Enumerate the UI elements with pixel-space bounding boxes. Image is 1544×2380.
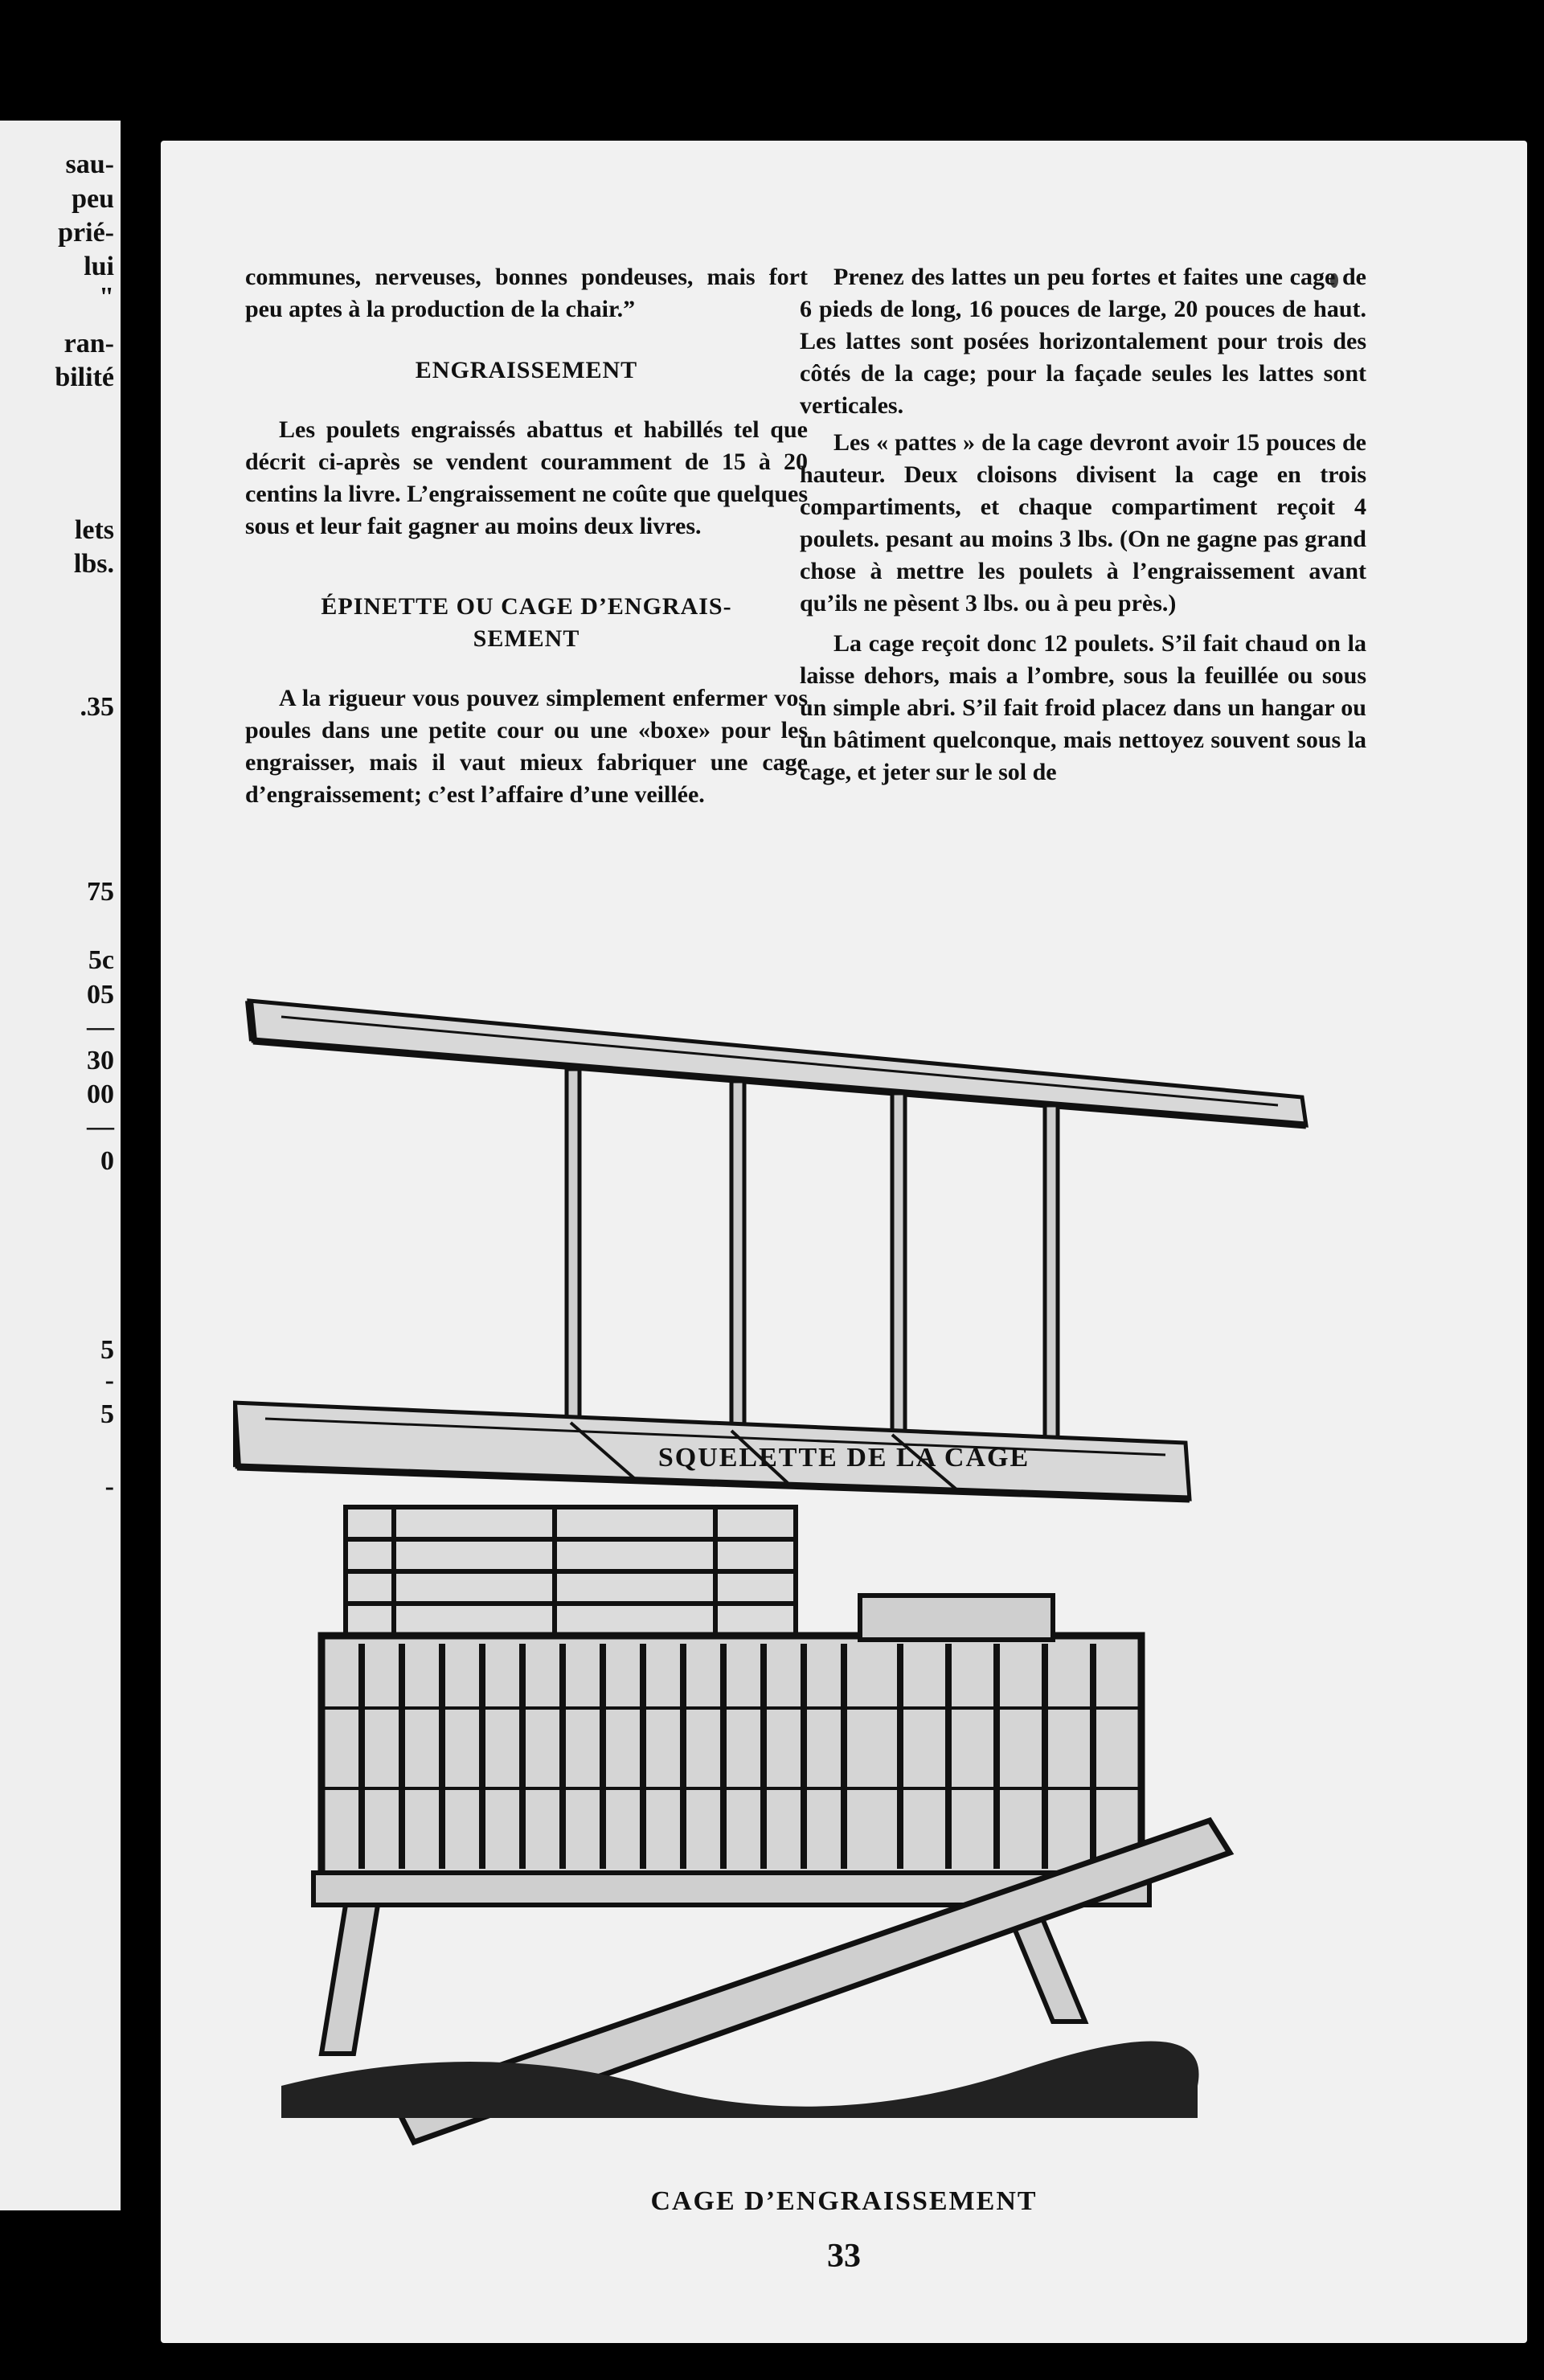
left-page-text-fragment: - (104, 1366, 114, 1395)
figure-caption: SQUELETTE DE LA CAGE (657, 1443, 1030, 1473)
paragraph: La cage reçoit donc 12 poulets. S’il fait chaud on la laisse dehors, mais a l’ombre, sous la feuillée ou sous un simple abri. S’il fait froid placez dans un hangar ou un bâtiment quelconque, mais nettoyez souvent sous la cage, et jeter sur le sol de (800, 630, 1366, 785)
left-page-text-fragment: ran- (63, 329, 114, 358)
page-number: 33 (827, 2238, 861, 2275)
left-page-text-fragment: 5 (100, 1399, 114, 1429)
book-page (161, 141, 1527, 2343)
left-page-text-fragment: - (104, 1472, 114, 1501)
left-page-text-fragment: — (87, 1112, 114, 1141)
paragraph: communes, nerveuses, bonnes pondeuses, mais fort peu aptes à la production de la chair.” (245, 264, 808, 322)
paragraph: A la rigueur vous pouvez simplement enfermer vos poules dans une petite cour ou une «boxe» pour les engraisser, mais il vaut mieux fabriquer une cage d’engraissement; c’est l’affaire d’une veillée. (245, 685, 808, 808)
paragraph: Prenez des lattes un peu fortes et faites une cage de 6 pieds de long, 16 pouces de large, 20 pouces de haut. Les lattes sont posées horizontalement pour trois des côtés de la cage; pour la façade seules les lattes sont verticales. (800, 264, 1366, 419)
left-page-text-fragment: 05 (87, 980, 114, 1010)
paragraph: Les poulets engraissés abattus et habillés tel que décrit ci-après se vendent couramment de 15 à 20 centins la livre. L’engraissement ne coûte que quelques sous et leur fait gagner au moins deux livres. (245, 416, 809, 539)
right-column (800, 261, 1366, 789)
left-page-text-fragment: peu (72, 184, 114, 214)
left-page-text-fragment: 5 (100, 1335, 114, 1365)
fattening-cage-illustration (233, 1475, 1471, 2239)
paragraph: Les « pattes » de la cage devront avoir 15 pouces de hauteur. Deux cloisons divisent la cage en trois compartiments, et chaque compartiment reçoit 4 poulets. pesant au moins 3 lbs. (On ne gagne pas grand chose à mettre les poulets à l’engraissement avant qu’ils ne pèsent 3 lbs. ou à peu près.) (800, 429, 1366, 617)
left-column (245, 261, 808, 811)
left-page-text-fragment: lbs. (73, 549, 114, 579)
left-page-text-fragment: prié- (58, 218, 114, 248)
left-page-text-fragment: 75 (87, 877, 114, 907)
left-page-text-fragment: — (87, 1012, 114, 1042)
section-heading: ÉPINETTE OU CAGE D’ENGRAIS-SEMENT (321, 593, 732, 652)
book-gutter (121, 113, 161, 2267)
left-page-text-fragment: 0 (100, 1146, 114, 1176)
figure-caption: CAGE D’ENGRAISSEMENT (650, 2186, 1038, 2216)
left-page-text-fragment: 30 (87, 1046, 114, 1075)
left-page-text-fragment: bilité (55, 363, 114, 392)
left-page-edge (0, 121, 121, 2210)
left-page-text-fragment: .35 (80, 692, 114, 722)
left-page-text-fragment: 00 (87, 1079, 114, 1109)
section-heading: ENGRAISSEMENT (415, 357, 638, 383)
left-page-text-fragment: 5c (88, 945, 114, 975)
left-page-text-fragment: lui (84, 252, 114, 281)
left-page-text-fragment: sau- (65, 150, 114, 179)
left-page-text-fragment: lets (74, 515, 114, 545)
left-page-text-fragment: " (99, 282, 114, 312)
